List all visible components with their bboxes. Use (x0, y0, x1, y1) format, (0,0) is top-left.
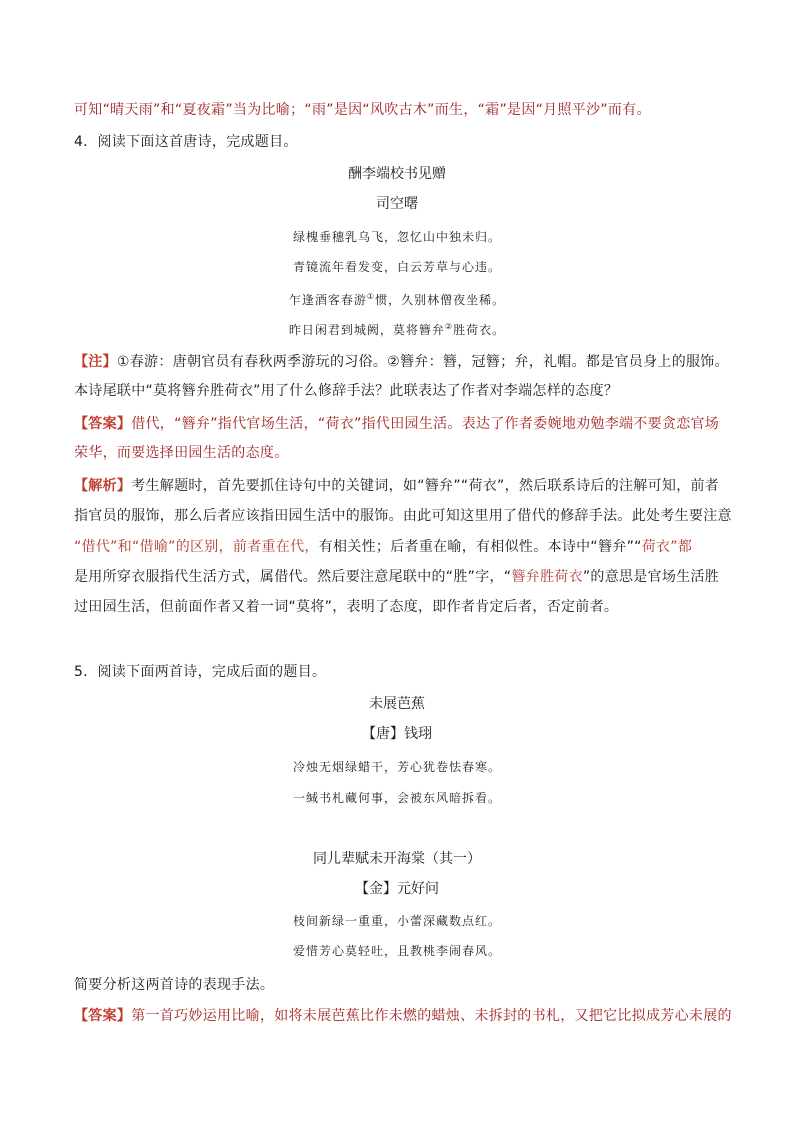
q5-poem1-author: 【唐】钱珝 (362, 726, 432, 742)
q5-poem1-verse-2: 一缄书札藏何事，会被东风暗拆看。 (292, 791, 501, 805)
q5-poem2-verse-1: 枝间新绿一重重，小蕾深藏数点红。 (292, 914, 501, 928)
q4-answer-line-2: 荣华，而要选择田园生活的态度。 (74, 445, 289, 461)
q4-prompt: 4．阅读下面这首唐诗，完成题目。 (74, 134, 298, 150)
q4-poem-title: 酬李端校书见赠 (348, 166, 446, 182)
q4-verse-4: 昨日闲君到城阙，莫将簪弁②胜荷衣。 (288, 322, 506, 337)
q5-poem1-title: 未展芭蕉 (369, 696, 425, 712)
q4-verse-2: 青镜流年看发变，白云芳草与心违。 (292, 260, 501, 274)
note-tag: 【注】 (74, 354, 117, 370)
footnote-marker-1: ① (366, 292, 376, 301)
q5-question: 简要分析这两首诗的表现手法。 (74, 977, 275, 993)
q5-prompt: 5．阅读下面两首诗，完成后面的题目。 (74, 664, 327, 680)
q5-answer-tag: 【答案】 (74, 1008, 132, 1024)
q4-analysis-line-2: 指官员的服饰，那么后者应该指田园生活中的服饰。由此可知这里用了借代的修辞手法。此处考生要注意 (74, 508, 732, 524)
q4-poem-author: 司空曙 (376, 196, 418, 212)
q4-question: 本诗尾联中“莫将簪弁胜荷衣”用了什么修辞手法？此联表达了作者对李端怎样的态度？ (74, 383, 619, 399)
q4-analysis-line-1: 【解析】考生解题时，首先要抓住诗句中的关键词，如“簪弁”“荷衣”，然后联系诗后的注解可知，前者 (74, 478, 720, 494)
q5-poem1-verse-1: 冷烛无烟绿蜡干，芳心犹卷怯春寒。 (292, 760, 501, 774)
q5-poem2-author: 【金】元好问 (355, 881, 439, 897)
q5-poem2-title: 同儿辈赋未开海棠（其一） (313, 851, 481, 867)
q4-analysis-line-5: 过田园生活，但前面作者又着一词“莫将”，表明了态度，即作者肯定后者，否定前者。 (74, 599, 619, 615)
q4-analysis-line-3: “借代”和“借喻”的区别，前者重在代，有相关性；后者重在喻，有相似性。本诗中“簪弁”“荷衣”都 (74, 539, 693, 555)
top-answer-line: 可知“晴天雨”和“夏夜霜”当为比喻；“雨”是因“风吹古木”而生，“霜”是因“月照平沙”而有。 (74, 102, 651, 118)
q5-answer-line-1: 【答案】第一首巧妙运用比喻，如将未展芭蕉比作未燃的蜡烛、未拆封的书札，又把它比拟成芳心未展的 (74, 1008, 732, 1024)
q4-answer-line-1: 【答案】借代，“簪弁”指代官场生活，“荷衣”指代田园生活。表达了作者委婉地劝勉李端不要贪恋官场 (74, 416, 720, 432)
q4-note: 【注】①春游：唐朝官员有春秋两季游玩的习俗。②簪弁：簪，冠簪；弁，礼帽。都是官员身上的服饰。 (74, 354, 729, 370)
answer-tag: 【答案】 (74, 416, 132, 432)
q4-verse-1: 绿槐垂穗乳乌飞，忽忆山中独未归。 (292, 230, 501, 244)
q5-poem2-verse-2: 爱惜芳心莫轻吐，且教桃李闹春风。 (292, 944, 501, 958)
analysis-tag: 【解析】 (74, 478, 132, 494)
q4-analysis-line-4: 是用所穿衣服指代生活方式，属借代。然后要注意尾联中的“胜”字，“簪弁胜荷衣”的意思是官场生活胜 (74, 569, 720, 585)
footnote-marker-2: ② (444, 322, 454, 331)
q4-verse-3: 乍逢酒客春游①惯，久别林僧夜坐稀。 (288, 292, 506, 307)
